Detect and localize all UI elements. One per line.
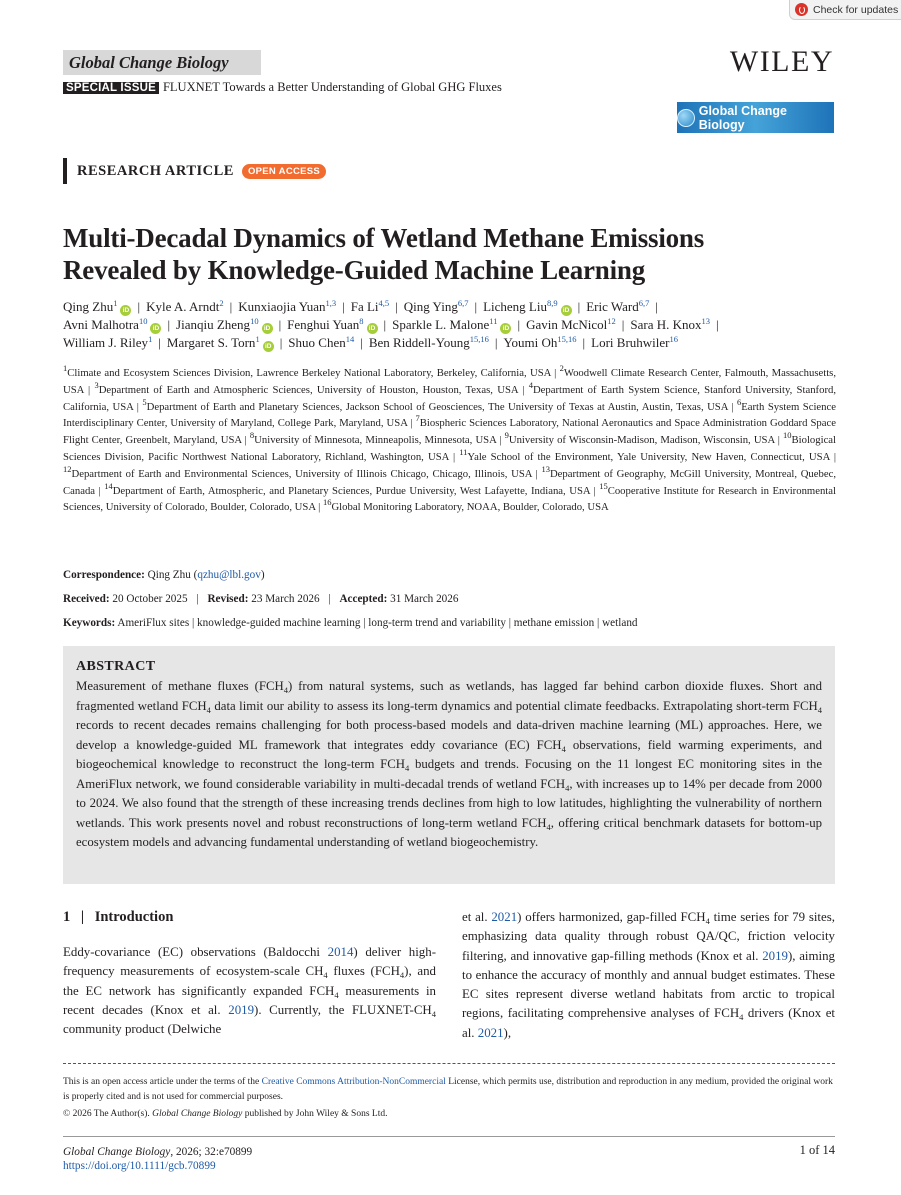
affiliation-number: 4 xyxy=(528,379,533,390)
affiliation-number: 1 xyxy=(63,363,68,373)
affiliation-text: Climate and Ecosystem Sciences Division, Lawrence Berkeley National Laboratory, Berkeley, California, USA xyxy=(67,367,551,379)
keyword: knowledge-guided machine learning xyxy=(197,617,361,629)
author-affiliation-ref: 15,16 xyxy=(469,334,489,344)
revised-date: 23 March 2026 xyxy=(251,593,320,605)
keywords-list xyxy=(117,617,637,629)
body-column-right: et al. 2021) offers harmonized, gap-filled $FCH_4$ time series for 79 sites, emphasizing data quality through robust QA/QC, friction velocity filtering, and innovative gap-filling methods (Knox et al. 2019), aiming to enhance the accuracy of monthly and annual budget estimates. These EC sites represent diverse wetland habitats from arctic to tropical regions, facilitating comprehensive analyses of $FCH_4$ drivers (Knox et al. 2021), xyxy=(462,910,835,1040)
author-affiliation-ref: 6,7 xyxy=(457,298,469,308)
author[interactable] xyxy=(288,335,354,350)
footer-rule xyxy=(63,1136,835,1137)
author-affiliation-ref: 1 xyxy=(113,298,118,308)
author-name: Eric Ward xyxy=(586,299,639,314)
author[interactable] xyxy=(238,299,336,314)
affiliation-text: University of Wisconsin-Madison, Madison, Wisconsin, USA xyxy=(508,434,775,447)
revised-label: Revised: xyxy=(207,593,249,605)
article-type: RESEARCH ARTICLE xyxy=(77,162,234,179)
author-affiliation-ref: 2 xyxy=(219,298,224,308)
affiliation-number: 5 xyxy=(142,396,147,407)
correspondence-name: Qing Zhu xyxy=(147,569,191,581)
affiliation-separator: | xyxy=(83,383,95,396)
author[interactable] xyxy=(369,335,489,350)
author[interactable] xyxy=(526,317,616,332)
license-text: This is an open access article under the terms of the xyxy=(63,1077,262,1087)
author-name: Sara H. Knox xyxy=(630,317,702,332)
affiliation-number: 6 xyxy=(736,396,742,407)
abstract-box xyxy=(63,646,835,884)
received-label: Received: xyxy=(63,593,110,605)
author-separator: | xyxy=(716,317,719,332)
affiliation-separator: | xyxy=(241,434,250,447)
orcid-icon[interactable]: iD xyxy=(263,341,274,352)
author[interactable] xyxy=(483,299,572,314)
affiliation-text: Department of Earth and Environmental Sciences, University of Illinois Chicago, Chicago, Illinois, USA xyxy=(71,467,532,480)
affiliation xyxy=(63,463,532,480)
author[interactable] xyxy=(63,335,152,350)
journal-logo-text: Global Change Biology xyxy=(698,103,787,132)
affiliations xyxy=(63,365,836,516)
article-type-header xyxy=(63,158,326,184)
affiliation-separator: | xyxy=(590,484,600,497)
author-separator: | xyxy=(494,335,498,350)
author-name: Lori Bruhwiler xyxy=(591,335,670,350)
check-for-updates-label: Check for updates xyxy=(813,3,899,16)
author-separator: | xyxy=(167,317,171,332)
author-separator: | xyxy=(279,335,283,350)
open-access-badge: OPEN ACCESS xyxy=(242,164,326,179)
affiliation xyxy=(104,480,591,497)
affiliation xyxy=(142,396,728,413)
author-name: Licheng Liu xyxy=(483,299,547,314)
affiliation-text: Global Monitoring Laboratory, NOAA, Boulder, Colorado, USA xyxy=(331,501,609,514)
affiliation xyxy=(504,430,775,447)
affiliation-separator: | xyxy=(531,467,542,480)
keyword: methane emission xyxy=(513,617,595,629)
globe-icon xyxy=(677,109,695,127)
author-affiliation-ref: 10 xyxy=(250,316,259,326)
section-number: 1 xyxy=(63,909,71,925)
copyright-text: © 2026 The Author(s). xyxy=(63,1109,153,1119)
author-separator: | xyxy=(474,299,478,314)
affiliation-separator: | xyxy=(407,417,416,430)
affiliation-separator: | xyxy=(829,450,837,463)
author-separator: | xyxy=(655,299,658,314)
orcid-icon[interactable]: iD xyxy=(150,323,161,334)
author[interactable] xyxy=(392,317,511,332)
author-separator: | xyxy=(158,335,161,350)
received-date: 20 October 2025 xyxy=(112,593,188,605)
article-title xyxy=(63,222,843,286)
affiliation-separator: | xyxy=(133,400,143,413)
article-type-bar xyxy=(63,158,67,184)
keywords-label: Keywords: xyxy=(63,617,116,629)
author[interactable] xyxy=(176,317,273,332)
affiliation-number: 10 xyxy=(783,430,792,441)
journal-name-tag: Global Change Biology xyxy=(63,50,261,75)
author-affiliation-ref: 14 xyxy=(345,334,355,344)
license-note xyxy=(63,1075,835,1105)
footer-citation xyxy=(63,1145,252,1173)
author-name: Qing Ying xyxy=(403,299,458,314)
author-separator: | xyxy=(395,299,398,314)
author-separator: | xyxy=(278,317,282,332)
affiliation-separator: | xyxy=(315,501,323,514)
affiliation-text: Yale School of the Environment, Yale University, New Haven, Connecticut, USA xyxy=(467,450,830,463)
author-separator: | xyxy=(229,299,233,314)
author[interactable] xyxy=(63,317,161,332)
check-for-updates-button[interactable] xyxy=(789,0,901,20)
affiliation-number: 12 xyxy=(63,463,72,474)
copyright-text: published by John Wiley & Sons Ltd. xyxy=(242,1109,388,1119)
author-separator: | xyxy=(582,335,586,350)
affiliation-separator: | xyxy=(518,383,529,396)
orcid-icon[interactable]: iD xyxy=(561,305,572,316)
affiliation-number: 3 xyxy=(94,379,99,390)
author[interactable] xyxy=(503,335,576,350)
affiliation-number: 2 xyxy=(559,363,564,373)
affiliation xyxy=(63,363,551,379)
section-title: Introduction xyxy=(94,909,174,925)
author-separator: | xyxy=(383,317,387,332)
affiliation-number: 9 xyxy=(504,430,509,441)
license-link[interactable]: Creative Commons Attribution-NonCommercial xyxy=(261,1077,446,1087)
affiliation-number: 16 xyxy=(322,497,332,508)
author-affiliation-ref: 10 xyxy=(138,316,148,326)
author-name: Margaret S. Torn xyxy=(166,335,256,350)
author-separator: | xyxy=(577,299,581,314)
affiliation xyxy=(249,430,497,447)
keyword: wetland xyxy=(602,617,638,629)
author-affiliation-ref: 4,5 xyxy=(378,298,390,308)
author-name: Youmi Oh xyxy=(503,335,558,350)
keyword-separator: | xyxy=(189,617,198,629)
affiliation-number: 15 xyxy=(599,480,608,491)
author-separator: | xyxy=(517,317,521,332)
author[interactable] xyxy=(586,299,649,314)
author-name: Fa Li xyxy=(350,299,379,314)
author-affiliation-ref: 13 xyxy=(701,316,711,326)
special-issue-line xyxy=(63,80,502,95)
author[interactable] xyxy=(351,299,389,314)
affiliation-text: Earth System Science Interdisciplinary Center, University of Maryland, College Park, Maryland, USA xyxy=(63,400,837,430)
abstract-text: Measurement of methane fluxes $(FCH_4)$ from natural systems, such as wetlands, has lagged far behind carbon dioxide fluxes. Short and fragmented wetland $FCH_4$ data limit our ability to assess its long-term dynamics and potential climate feedbacks. Extrapolating short-term $FCH_4$ records to recent decades remains challenging for both process-based models and data-driven machine learning (ML) approaches. Here, we develop a knowledge-guided ML framework that integrates eddy covariance (EC) $FCH_4$ observations, field warming experiments, and biogeochemical knowledge to reconstruct the long-term $FCH_4$ budgets and trends. Focusing on the 11 longest EC monitoring sites in the AmeriFlux network, we found considerable variability in multi-decadal trends of wetland $FCH_4$, with increases up to 14% per decade from 2000 to 2024. We also found that the strength of these increasing trends declines from high to low latitudes, highlighting the vulnerability of northern wetlands. This work presents novel and robust reconstructions of long-term wetland $FCH_4$, offering critical benchmark datasets for bottom-up ecosystem models and advancing fundamental understanding of wetland biogeochemistry. xyxy=(76,679,823,849)
publisher-logo: WILEY xyxy=(729,45,834,78)
affiliation-separator: | xyxy=(448,450,460,463)
author-name: Avni Malhotra xyxy=(63,317,139,332)
doi-link[interactable]: https://doi.org/10.1111/gcb.70899 xyxy=(63,1160,216,1172)
author-affiliation-ref: 11 xyxy=(489,316,498,326)
affiliation xyxy=(94,379,519,396)
affiliation-text: Biospheric Sciences Laboratory, National Aeronautics and Space Administration Goddard Space Flight Center, Greenbelt, Maryland, USA xyxy=(63,417,836,447)
affiliation-separator: | xyxy=(550,367,560,379)
author-affiliation-ref: 1,3 xyxy=(325,298,337,308)
author-affiliation-ref: 1 xyxy=(255,334,260,344)
affiliation-separator: | xyxy=(727,400,737,413)
accepted-label: Accepted: xyxy=(339,593,388,605)
journal-logo xyxy=(677,102,834,133)
author-name: Kyle A. Arndt xyxy=(146,299,220,314)
affiliation-number: 11 xyxy=(459,446,468,457)
author-name: Jianqiu Zheng xyxy=(176,317,251,332)
author-affiliation-ref: 12 xyxy=(607,316,616,326)
author[interactable] xyxy=(630,317,710,332)
article-dates: Received: 20 October 2025 | Revised: 23 March 2026 | Accepted: 31 March 2026 xyxy=(63,593,459,605)
author-separator: | xyxy=(621,317,625,332)
correspondence: Correspondence: Qing Zhu (qzhu@lbl.gov) xyxy=(63,569,265,581)
title-line: Multi-Decadal Dynamics of Wetland Methane Emissions xyxy=(63,223,705,253)
author-separator: | xyxy=(137,299,141,314)
keywords xyxy=(63,617,638,629)
footer-volume: , 2026; 32:e70899 xyxy=(170,1146,253,1158)
author-name: Ben Riddell-Young xyxy=(368,335,470,350)
author-name: Sparkle L. Malone xyxy=(392,317,490,332)
keyword-separator: | xyxy=(360,617,369,629)
author-name: Gavin McNicol xyxy=(526,317,608,332)
title-line: Revealed by Knowledge-Guided Machine Learning xyxy=(63,255,646,285)
author[interactable] xyxy=(287,317,377,332)
author-affiliation-ref: 8 xyxy=(359,316,364,326)
author-affiliation-ref: 1 xyxy=(148,334,153,344)
keyword: AmeriFlux sites xyxy=(117,617,190,629)
affiliation-number: 14 xyxy=(104,480,113,491)
affiliation-text: Department of Geography, McGill University, Montreal, Quebec, Canada xyxy=(63,467,837,497)
affiliation-text: Department of Earth and Planetary Sciences, Jackson School of Geosciences, The University of Texas at Austin, Austin, Texas, USA xyxy=(146,400,728,413)
license-text: License, which permits use, distribution and reproduction in any medium, provided the original work is properly cited and is not used for commercial purposes. xyxy=(63,1077,833,1102)
author-affiliation-ref: 6,7 xyxy=(638,298,650,308)
affiliation-number: 13 xyxy=(541,463,550,474)
keyword: long-term trend and variability xyxy=(368,617,506,629)
affiliation-separator: | xyxy=(95,484,105,497)
affiliation xyxy=(459,446,830,463)
affiliation-text: Woodwell Climate Research Center, Falmouth, Massachusetts, USA xyxy=(63,367,837,396)
affiliation xyxy=(322,497,609,514)
orcid-icon[interactable]: iD xyxy=(262,323,273,334)
author-list xyxy=(63,298,843,352)
author[interactable] xyxy=(63,299,131,314)
author-name: Shuo Chen xyxy=(288,335,346,350)
correspondence-label: Correspondence: xyxy=(63,569,145,581)
body-column-left: Eddy-covariance (EC) observations (Baldocchi 2014) deliver high-frequency measurements of ecosystem-scale $CH_4$ fluxes $(FCH_4)$, and the EC network has significantly expanded $FCH_4$ measurements in recent decades (Knox et al. 2019). Currently, the FLUXNET-$CH_4$ community product (Delwiche xyxy=(63,945,436,1037)
page-number: 1 of 14 xyxy=(799,1143,835,1157)
author[interactable] xyxy=(404,299,469,314)
author-affiliation-ref: 8,9 xyxy=(546,298,558,308)
affiliation-text: Department of Earth and Atmospheric Sciences, University of Houston, Houston, Texas, USA xyxy=(98,383,519,396)
copyright xyxy=(63,1109,387,1119)
author-name: William J. Riley xyxy=(63,335,149,350)
affiliation-text: Department of Earth, Atmospheric, and Planetary Sciences, Purdue University, West Lafayette, Indiana, USA xyxy=(112,484,591,497)
author-separator: | xyxy=(360,335,363,350)
affiliation-separator: | xyxy=(496,434,505,447)
author[interactable] xyxy=(146,299,224,314)
affiliation-number: 8 xyxy=(249,430,255,441)
copyright-journal: Global Change Biology xyxy=(152,1109,243,1119)
special-issue-badge: SPECIAL ISSUE xyxy=(63,82,159,94)
affiliation-text: Department of Earth System Science, Stanford University, Stanford, California, USA xyxy=(63,383,837,413)
author-name: Fenghui Yuan xyxy=(287,317,360,332)
author-affiliation-ref: 15,16 xyxy=(557,334,577,344)
accepted-date: 31 March 2026 xyxy=(390,593,459,605)
affiliation-text: Biological Sciences Division, Pacific Northwest National Laboratory, Richland, Washington, USA xyxy=(63,434,837,463)
footer-journal: Global Change Biology xyxy=(63,1146,171,1158)
orcid-icon[interactable]: iD xyxy=(120,305,131,316)
keyword-separator: | xyxy=(505,617,514,629)
orcid-icon[interactable]: iD xyxy=(367,323,378,334)
author[interactable] xyxy=(167,335,274,350)
correspondence-email-link[interactable]: qzhu@lbl.gov xyxy=(197,569,261,581)
orcid-icon[interactable]: iD xyxy=(500,323,511,334)
affiliation-text: University of Minnesota, Minneapolis, Minnesota, USA xyxy=(254,434,497,447)
affiliation-separator: | xyxy=(774,434,783,447)
refresh-icon xyxy=(795,3,808,16)
abstract-heading: ABSTRACT xyxy=(76,659,156,674)
author[interactable] xyxy=(591,335,678,350)
affiliation-text: Cooperative Institute for Research in Environmental Sciences, University of Colorado, Boulder, Colorado, USA xyxy=(63,484,836,514)
author-separator: | xyxy=(342,299,345,314)
footnote-divider xyxy=(63,1063,835,1064)
affiliation-number: 7 xyxy=(415,413,420,424)
special-issue-text: FLUXNET Towards a Better Understanding of Global GHG Fluxes xyxy=(162,80,502,94)
author-name: Kunxiaojia Yuan xyxy=(238,299,326,314)
keyword-separator: | xyxy=(594,617,603,629)
author-name: Qing Zhu xyxy=(63,299,114,314)
section-heading: 1 | Introduction xyxy=(63,909,174,925)
author-affiliation-ref: 16 xyxy=(669,334,678,344)
